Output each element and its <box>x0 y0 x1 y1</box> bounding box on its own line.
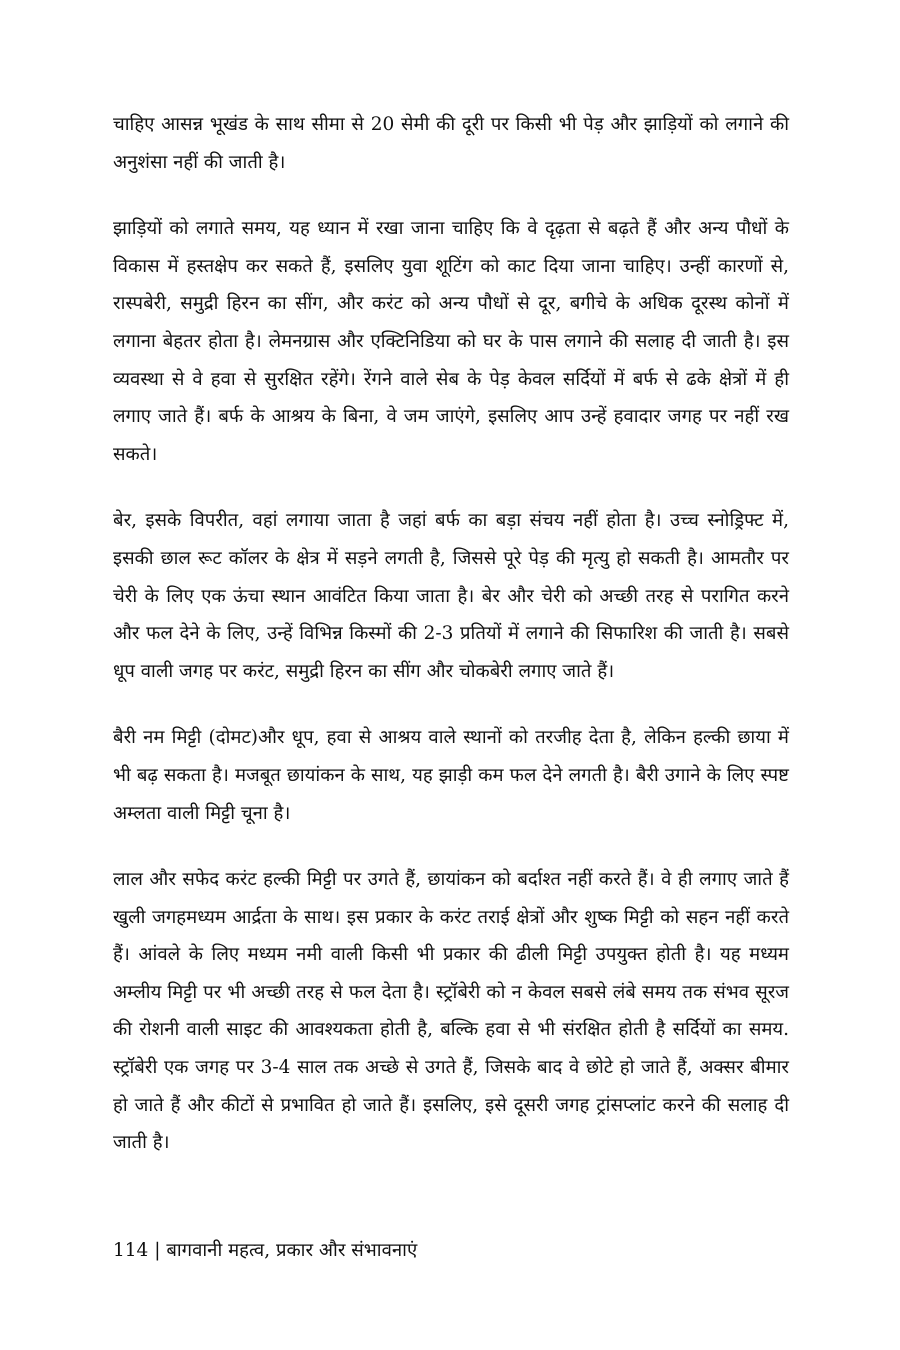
paragraph-5: लाल और सफेद करंट हल्की मिट्टी पर उगते हैं, छायांकन को बर्दाश्त नहीं करते हैं। वे ही लगाए जाते हैं खुली जगहमध्यम आर्द्रता के साथ। इस प्रकार के करंट तराई क्षेत्रों और शुष्क मिट्टी को सहन नहीं करते हैं। आंवले के लिए मध्यम नमी वाली किसी भी प्रकार की ढीली मिट्टी उपयुक्त होती है। यह मध्यम अम्लीय मिट्टी पर भी अच्छी तरह से फल देता है। स्ट्रॉबेरी को न केवल सबसे लंबे समय तक संभव सूरज की रोशनी वाली साइट की आवश्यकता होती है, बल्कि हवा से भी संरक्षित होती है सर्दियों का समय. स्ट्रॉबेरी एक जगह पर 3-4 साल तक अच्छे से उगते हैं, जिसके बाद वे छोटे हो जाते हैं, अक्सर बीमार हो जाते हैं और कीटों से प्रभावित हो जाते हैं। इसलिए, इसे दूसरी जगह ट्रांसप्लांट करने की सलाह दी जाती है। <box>113 869 789 1154</box>
paragraph-2: झाड़ियों को लगाते समय, यह ध्यान में रखा जाना चाहिए कि वे दृढ़ता से बढ़ते हैं और अन्य पौधों के विकास में हस्तक्षेप कर सकते हैं, इसलिए युवा शूटिंग को काट दिया जाना चाहिए। उन्हीं कारणों से, रास्पबेरी, समुद्री हिरन का सींग, और करंट को अन्य पौधों से दूर, बगीचे के अधिक दूरस्थ कोनों में लगाना बेहतर होता है। लेमनग्रास और एक्टिनिडिया को घर के पास लगाने की सलाह दी जाती है। इस व्यवस्था से वे हवा से सुरक्षित रहेंगे। रेंगने वाले सेब के पेड़ केवल सर्दियों में बर्फ से ढके क्षेत्रों में ही लगाए जाते हैं। बर्फ के आश्रय के बिना, वे जम जाएंगे, इसलिए आप उन्हें हवादार जगह पर नहीं रख सकते। <box>113 218 789 465</box>
paragraph-3: बेर, इसके विपरीत, वहां लगाया जाता है जहां बर्फ का बड़ा संचय नहीं होता है। उच्च स्नोड्रिफ्ट में, इसकी छाल रूट कॉलर के क्षेत्र में सड़ने लगती है, जिससे पूरे पेड़ की मृत्यु हो सकती है। आमतौर पर चेरी के लिए एक ऊंचा स्थान आवंटित किया जाता है। बेर और चेरी को अच्छी तरह से परागित करने और फल देने के लिए, उन्हें विभिन्न किस्मों की 2-3 प्रतियों में लगाने की सिफारिश की जाती है। सबसे धूप वाली जगह पर करंट, समुद्री हिरन का सींग और चोकबेरी लगाए जाते हैं। <box>113 510 789 682</box>
paragraph-4: बैरी नम मिट्टी (दोमट)और धूप, हवा से आश्रय वाले स्थानों को तरजीह देता है, लेकिन हल्की छाया में भी बढ़ सकता है। मजबूत छायांकन के साथ, यह झाड़ी कम फल देने लगती है। बैरी उगाने के लिए स्पष्ट अम्लता वाली मिट्टी चूना है। <box>113 727 789 824</box>
page-footer <box>113 1236 417 1266</box>
page-body <box>113 106 789 1191</box>
book-title: बागवानी महत्व, प्रकार और संभावनाएं <box>166 1240 418 1261</box>
page-number: 114 <box>113 1240 149 1261</box>
paragraph-1: चाहिए आसन्न भूखंड के साथ सीमा से 20 सेमी की दूरी पर किसी भी पेड़ और झाड़ियों को लगाने की अनुशंसा नहीं की जाती है। <box>113 114 789 173</box>
footer-separator: | <box>154 1240 161 1261</box>
